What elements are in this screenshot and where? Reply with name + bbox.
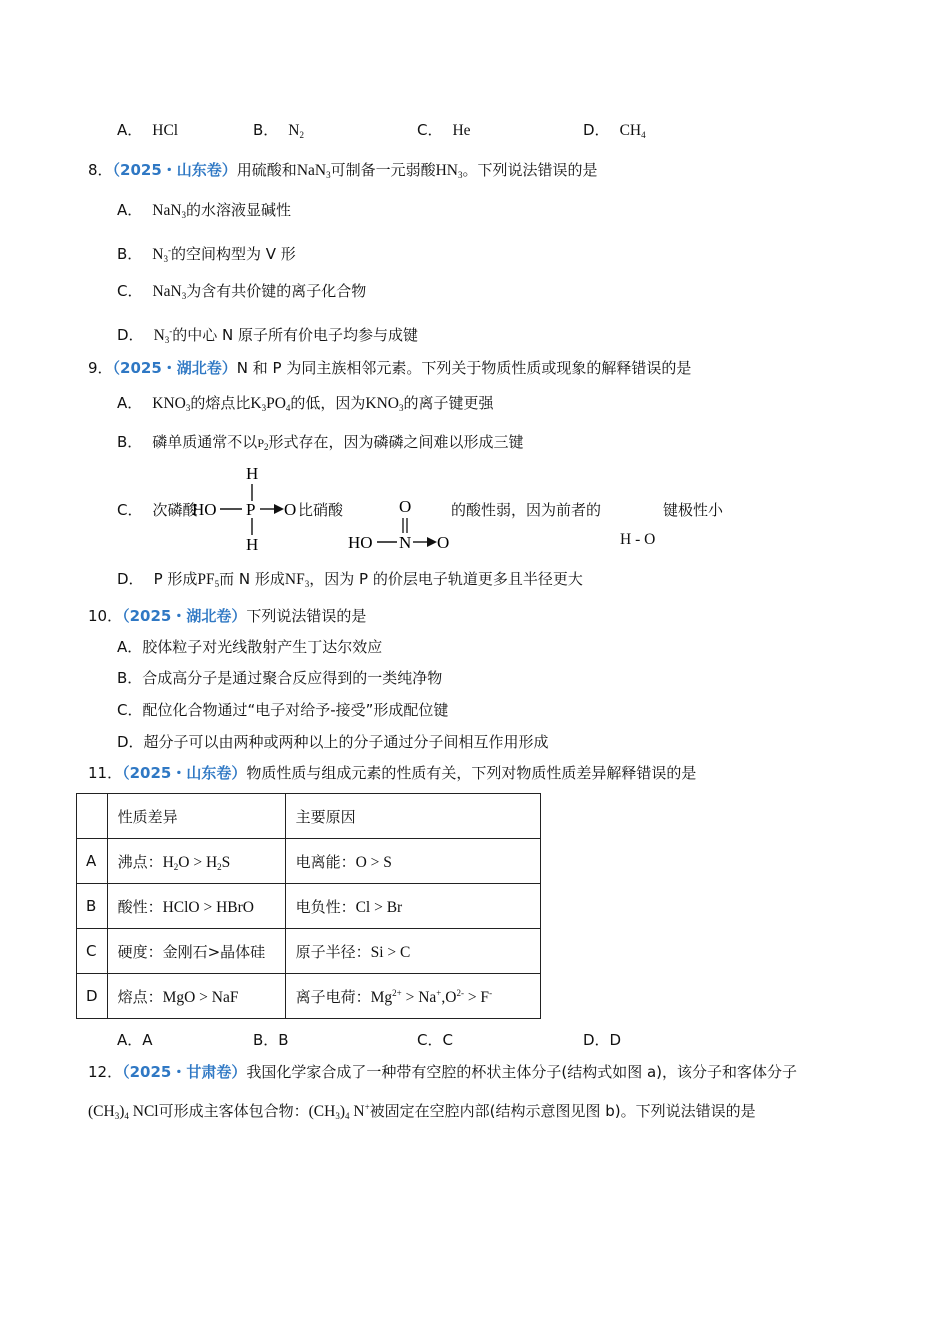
q10-option-d: D．超分子可以由两种或两种以上的分子通过分子间相互作用形成 bbox=[117, 733, 549, 751]
q10-option-a: A．胶体粒子对光线散射产生丁达尔效应 bbox=[117, 638, 383, 656]
q7-option-d: D． $CH_4$ bbox=[583, 121, 646, 140]
h-atom-top: H bbox=[246, 464, 259, 483]
q8-option-a: A． NaN$_3$的水溶液显碱性 bbox=[117, 201, 292, 220]
table-header-reason: 主要原因 bbox=[285, 794, 540, 839]
q9-option-b: B． 磷单质通常不以$P_2$形式存在，因为磷磷之间难以形成三键 bbox=[117, 433, 524, 452]
table-row bbox=[77, 884, 541, 929]
table-header-row bbox=[77, 794, 541, 839]
q9-option-c-bond: H - O bbox=[620, 531, 656, 548]
row-property: 熔点：MgO > NaF bbox=[107, 974, 285, 1019]
q10-option-b: B．合成高分子是通过聚合反应得到的一类纯净物 bbox=[117, 669, 443, 687]
q9-option-c-text4: 键极性小 bbox=[663, 501, 724, 519]
q7-option-c: C． He bbox=[417, 121, 471, 139]
nitric-acid-structure bbox=[345, 492, 455, 556]
q9-stem: 9．（2025・湖北卷）N 和 P 为同主族相邻元素。下列关于物质性质或现象的解释错误的是 bbox=[88, 359, 692, 377]
n-atom: N bbox=[399, 533, 412, 552]
q9-option-c-label: C． 次磷酸 bbox=[117, 501, 198, 519]
o-atom-top: O bbox=[399, 497, 412, 516]
q8-stem: 8．（2025・山东卷）用硫酸和NaN$_3$可制备一元弱酸$HN_3$。下列说法错误的是 bbox=[88, 161, 598, 180]
q10-stem: 10．（2025・湖北卷）下列说法错误的是 bbox=[88, 607, 367, 625]
row-reason: 原子半径：Si > C bbox=[285, 929, 540, 974]
ho-group: HO bbox=[192, 500, 217, 519]
q9-option-c-text3: 的酸性弱，因为前者的 bbox=[451, 501, 602, 519]
o-atom: O bbox=[284, 500, 297, 519]
q11-option-b: B．B bbox=[253, 1031, 289, 1049]
hypophosphorous-acid-structure bbox=[190, 460, 300, 556]
row-reason: 离子电荷：$Mg^{2+} > Na^+,O^{2-} > F^-$ bbox=[285, 974, 540, 1019]
q9-option-c-text2: 比硝酸 bbox=[298, 501, 344, 519]
row-reason: 电离能：O > S bbox=[285, 839, 540, 884]
table-row bbox=[77, 839, 541, 884]
q7-option-a: A． HCl bbox=[117, 121, 179, 139]
table-header-property: 性质差异 bbox=[107, 794, 285, 839]
q12-stem-line2: $(CH_3)_4$ NCl可形成主客体包合物：$(CH_3)_4$ N+被固定在空腔内部(结构示意图见图 b)。下列说法错误的是 bbox=[88, 1102, 756, 1121]
row-property: 酸性：HClO > HBrO bbox=[107, 884, 285, 929]
row-reason: 电负性：Cl > Br bbox=[285, 884, 540, 929]
q10-option-c: C．配位化合物通过“电子对给予-接受”形成配位键 bbox=[117, 701, 449, 719]
q12-stem-line1: 12．（2025・甘肃卷）我国化学家合成了一种带有空腔的杯状主体分子(结构式如图 a)，该分子和客体分子 bbox=[88, 1063, 798, 1081]
q11-stem: 11．（2025・山东卷）物质性质与组成元素的性质有关，下列对物质性质差异解释错误的是 bbox=[88, 764, 697, 782]
table-row bbox=[77, 974, 541, 1019]
table-cell bbox=[77, 794, 108, 839]
o-atom-right: O bbox=[437, 533, 450, 552]
q8-option-b: B． $N_3^-$的空间构型为 V 形 bbox=[117, 245, 296, 264]
row-label: A bbox=[77, 839, 108, 884]
ho-group: HO bbox=[348, 533, 373, 552]
h-atom-bottom: H bbox=[246, 535, 259, 554]
row-label: D bbox=[77, 974, 108, 1019]
p-atom: P bbox=[246, 500, 256, 519]
q8-option-c: C． NaN$_3$为含有共价键的离子化合物 bbox=[117, 282, 367, 301]
q9-option-a: A． $KNO_3$的熔点比$K_3PO_4$的低，因为$KNO_3$的离子键更强 bbox=[117, 394, 494, 413]
q11-option-a: A．A bbox=[117, 1031, 153, 1049]
table-row bbox=[77, 929, 541, 974]
q9-option-d: D． P 形成$PF_5$而 N 形成$NF_3$，因为 P 的价层电子轨道更多且半径更大 bbox=[117, 570, 583, 589]
q11-table bbox=[76, 793, 541, 1019]
q7-option-b: B． $N_2$ bbox=[253, 121, 304, 140]
row-label: B bbox=[77, 884, 108, 929]
q11-option-c: C．C bbox=[417, 1031, 453, 1049]
row-property: 硬度：金刚石>晶体硅 bbox=[107, 929, 285, 974]
q11-option-d: D．D bbox=[583, 1031, 622, 1049]
q8-option-d: D． $N_3^-$的中心 N 原子所有价电子均参与成键 bbox=[117, 326, 419, 345]
row-property: 沸点：$H_2O > H_2S$ bbox=[107, 839, 285, 884]
row-label: C bbox=[77, 929, 108, 974]
